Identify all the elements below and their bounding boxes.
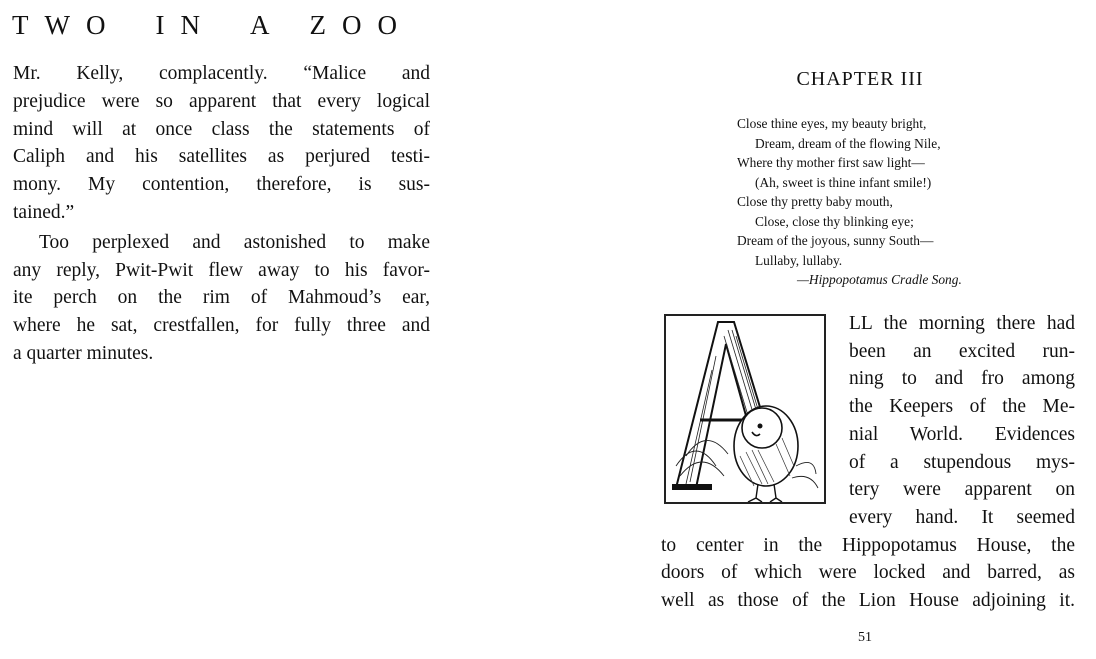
running-head-word: IN (155, 10, 216, 40)
text-line: prejudice were so apparent that every logical (13, 90, 430, 112)
text-line: Too perplexed and astonished to make (39, 231, 430, 253)
text-line: tery were apparent on (849, 479, 1075, 501)
running-head-word: A (249, 10, 270, 40)
poem-line: (Ah, sweet is thine infant smile!) (755, 174, 932, 190)
poem-line: Close thy pretty baby mouth, (737, 194, 893, 209)
text-line: the Keepers of the Me- (849, 396, 1075, 418)
text-line: to center in the Hippopotamus House, the (661, 534, 1075, 556)
page-number: 51 (858, 630, 872, 645)
text-line: nial World. Evidences (849, 423, 1075, 445)
text-line: well as those of the Lion House adjoining it. (661, 590, 1075, 612)
text-line: any reply, Pwit-Pwit flew away to his favor- (13, 259, 430, 281)
poem-line: Dream of the joyous, sunny South— (737, 233, 934, 248)
text-line: a quarter minutes. (13, 342, 154, 364)
text-line: mony. My contention, therefore, is sus- (13, 174, 430, 196)
paragraph (13, 229, 430, 368)
poem-line: Lullaby, lullaby. (755, 252, 843, 268)
paragraph (13, 60, 430, 227)
poem-line: Close, close thy blinking eye; (755, 213, 914, 229)
running-head (12, 10, 432, 41)
text-line: tained.” (13, 201, 75, 223)
running-head-word: TWO (12, 10, 122, 40)
running-head-word: ZOO (309, 10, 413, 40)
epigraph-source: —Hippopotamus Cradle Song. (797, 272, 962, 287)
text-line: Caliph and his satellites as perjured testi- (13, 146, 430, 168)
text-line: been an excited run- (849, 340, 1075, 362)
text-line: every hand. It seemed (849, 506, 1075, 528)
text-line: ning to and fro among (849, 368, 1075, 390)
right-body-text (661, 310, 1075, 615)
left-body-text (13, 60, 430, 368)
text-line: mind will at once class the statements of (13, 118, 430, 140)
text-line: LL the morning there had (849, 313, 1075, 334)
text-line: ite perch on the rim of Mahmoud’s ear, (13, 287, 430, 309)
poem-line: Where thy mother first saw light— (737, 155, 925, 170)
epigraph-poem (737, 114, 1007, 290)
right-page (548, 0, 1096, 659)
text-line: of a stupendous mys- (849, 451, 1075, 473)
poem-line: Close thine eyes, my beauty bright, (737, 116, 927, 131)
chapter-title: CHAPTER III (796, 68, 924, 90)
text-line: Mr. Kelly, complacently. “Malice and (13, 63, 430, 84)
poem-line: Dream, dream of the flowing Nile, (755, 135, 941, 151)
text-line: where he sat, crestfallen, for fully three and (13, 315, 430, 337)
text-line: doors of which were locked and barred, as (661, 562, 1075, 584)
